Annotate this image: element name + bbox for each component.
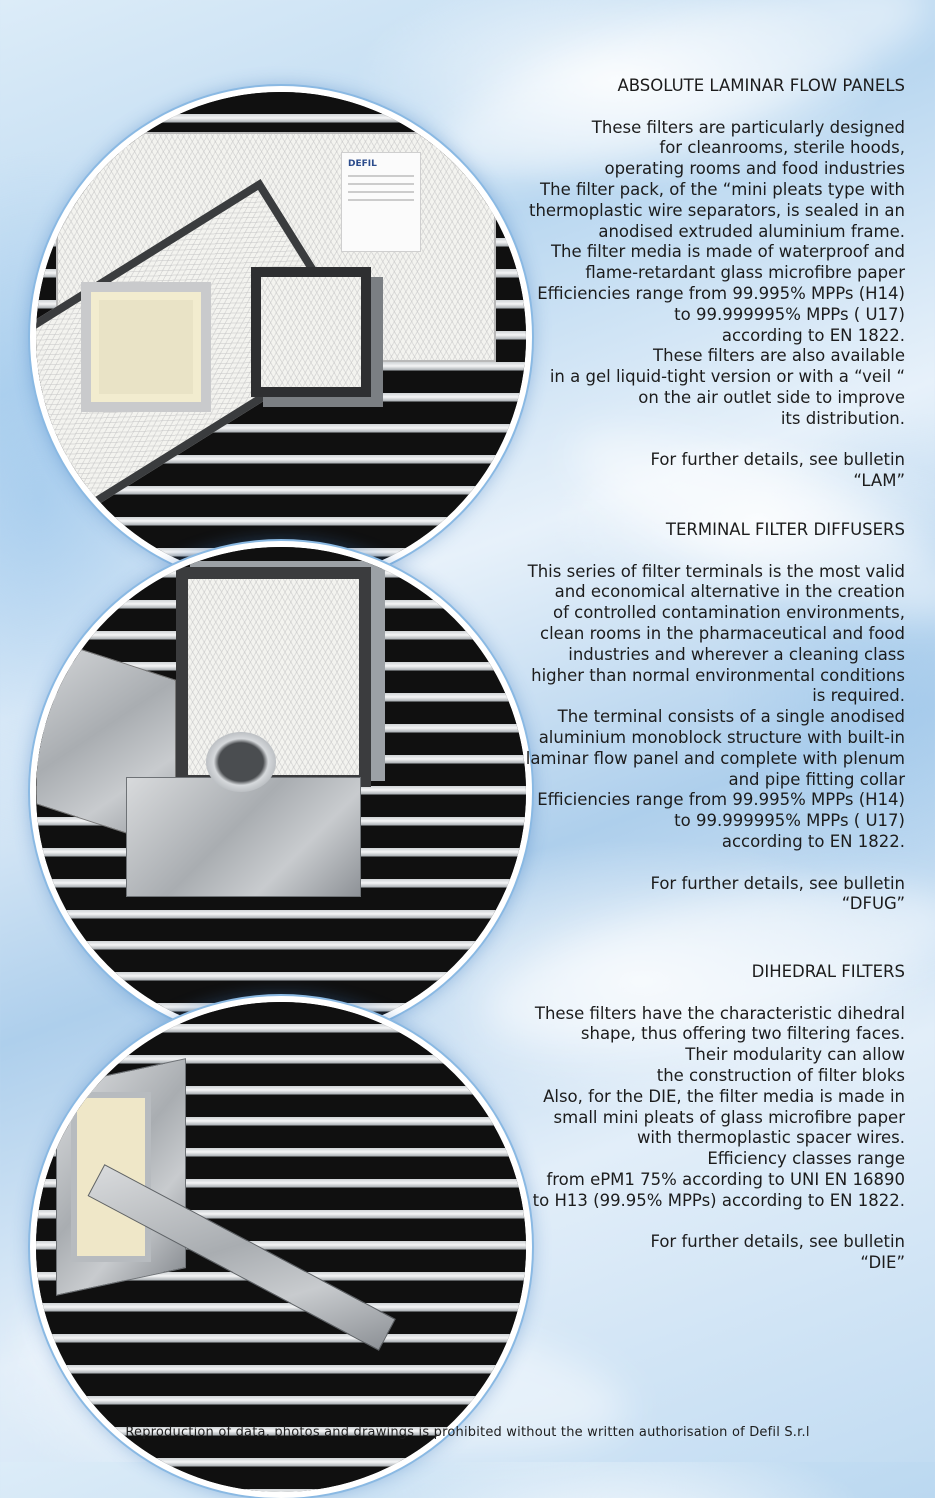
section-heading: ABSOLUTE LAMINAR FLOW PANELS: [617, 76, 905, 95]
section-body: These filters are particularly designed for cleanrooms, sterile hoods, operating rooms and food industries The filter pack, of the “mini pleats type with thermoplastic wire separators, is sealed in an anodised extruded aluminium frame. The filter media is made of waterproof and flame-retardant glass microfibre paper Efficiencies range from 99.995% MPPs (H14) to 99.999995% MPPs ( U17) according to EN 1822. These filters are also available in a gel liquid-tight version or with a “veil “ on the air outlet side to improve its distribution.: [528, 117, 905, 428]
datasheet-label: [341, 152, 421, 252]
bulletin-reference: For further details, see bulletin “LAM”: [650, 450, 905, 491]
terminal-filter-diffusers-photo: [30, 541, 532, 1043]
datasheet-brand: DEFIL: [348, 159, 377, 169]
bulletin-reference: For further details, see bulletin “DIE”: [650, 1232, 905, 1273]
section-heading: DIHEDRAL FILTERS: [751, 962, 905, 981]
section-body: This series of filter terminals is the most valid and economical alternative in the creation of controlled contamination environments, clean rooms in the pharmaceutical and food industries and wherever a cleaning class higher than normal environmental conditions is required. The terminal consists of a single anodised aluminium monoblock structure with built-in laminar flow panel and complete with plenum and pipe fitting collar Efficiencies range from 99.995% MPPs (H14) to 99.999995% MPPs ( U17) according to EN 1822.: [525, 561, 905, 851]
copyright-footer: Reproduction of data, photos and drawings is prohibited without the written authorisation of Defil S.r.l: [125, 1425, 810, 1440]
section-dihedral-filters: [533, 962, 905, 1274]
panel-black-frame-filter: [251, 267, 371, 397]
section-heading: TERMINAL FILTER DIFFUSERS: [665, 520, 905, 539]
diffuser-plenum-box: [126, 777, 361, 897]
dihedral-filters-photo: [30, 996, 532, 1498]
panel-small-front-filter: [81, 282, 211, 412]
laminar-flow-panels-photo: [30, 86, 532, 588]
section-laminar-flow-panels: [529, 76, 905, 492]
section-terminal-filter-diffusers: [526, 520, 905, 915]
bulletin-reference: For further details, see bulletin “DFUG”: [650, 873, 905, 914]
section-body: These filters have the characteristic dihedral shape, thus offering two filtering faces. Their modularity can allow the construction of filter bloks Also, for the DIE, the filter media is made in small mini pleats of glass microfibre paper with thermoplastic spacer wires. Efficiency classes range from ePM1 75% according to UNI EN 16890 to H13 (99.95% MPPs) according to EN 1822.: [532, 1003, 905, 1210]
pipe-fitting-collar: [206, 732, 276, 792]
